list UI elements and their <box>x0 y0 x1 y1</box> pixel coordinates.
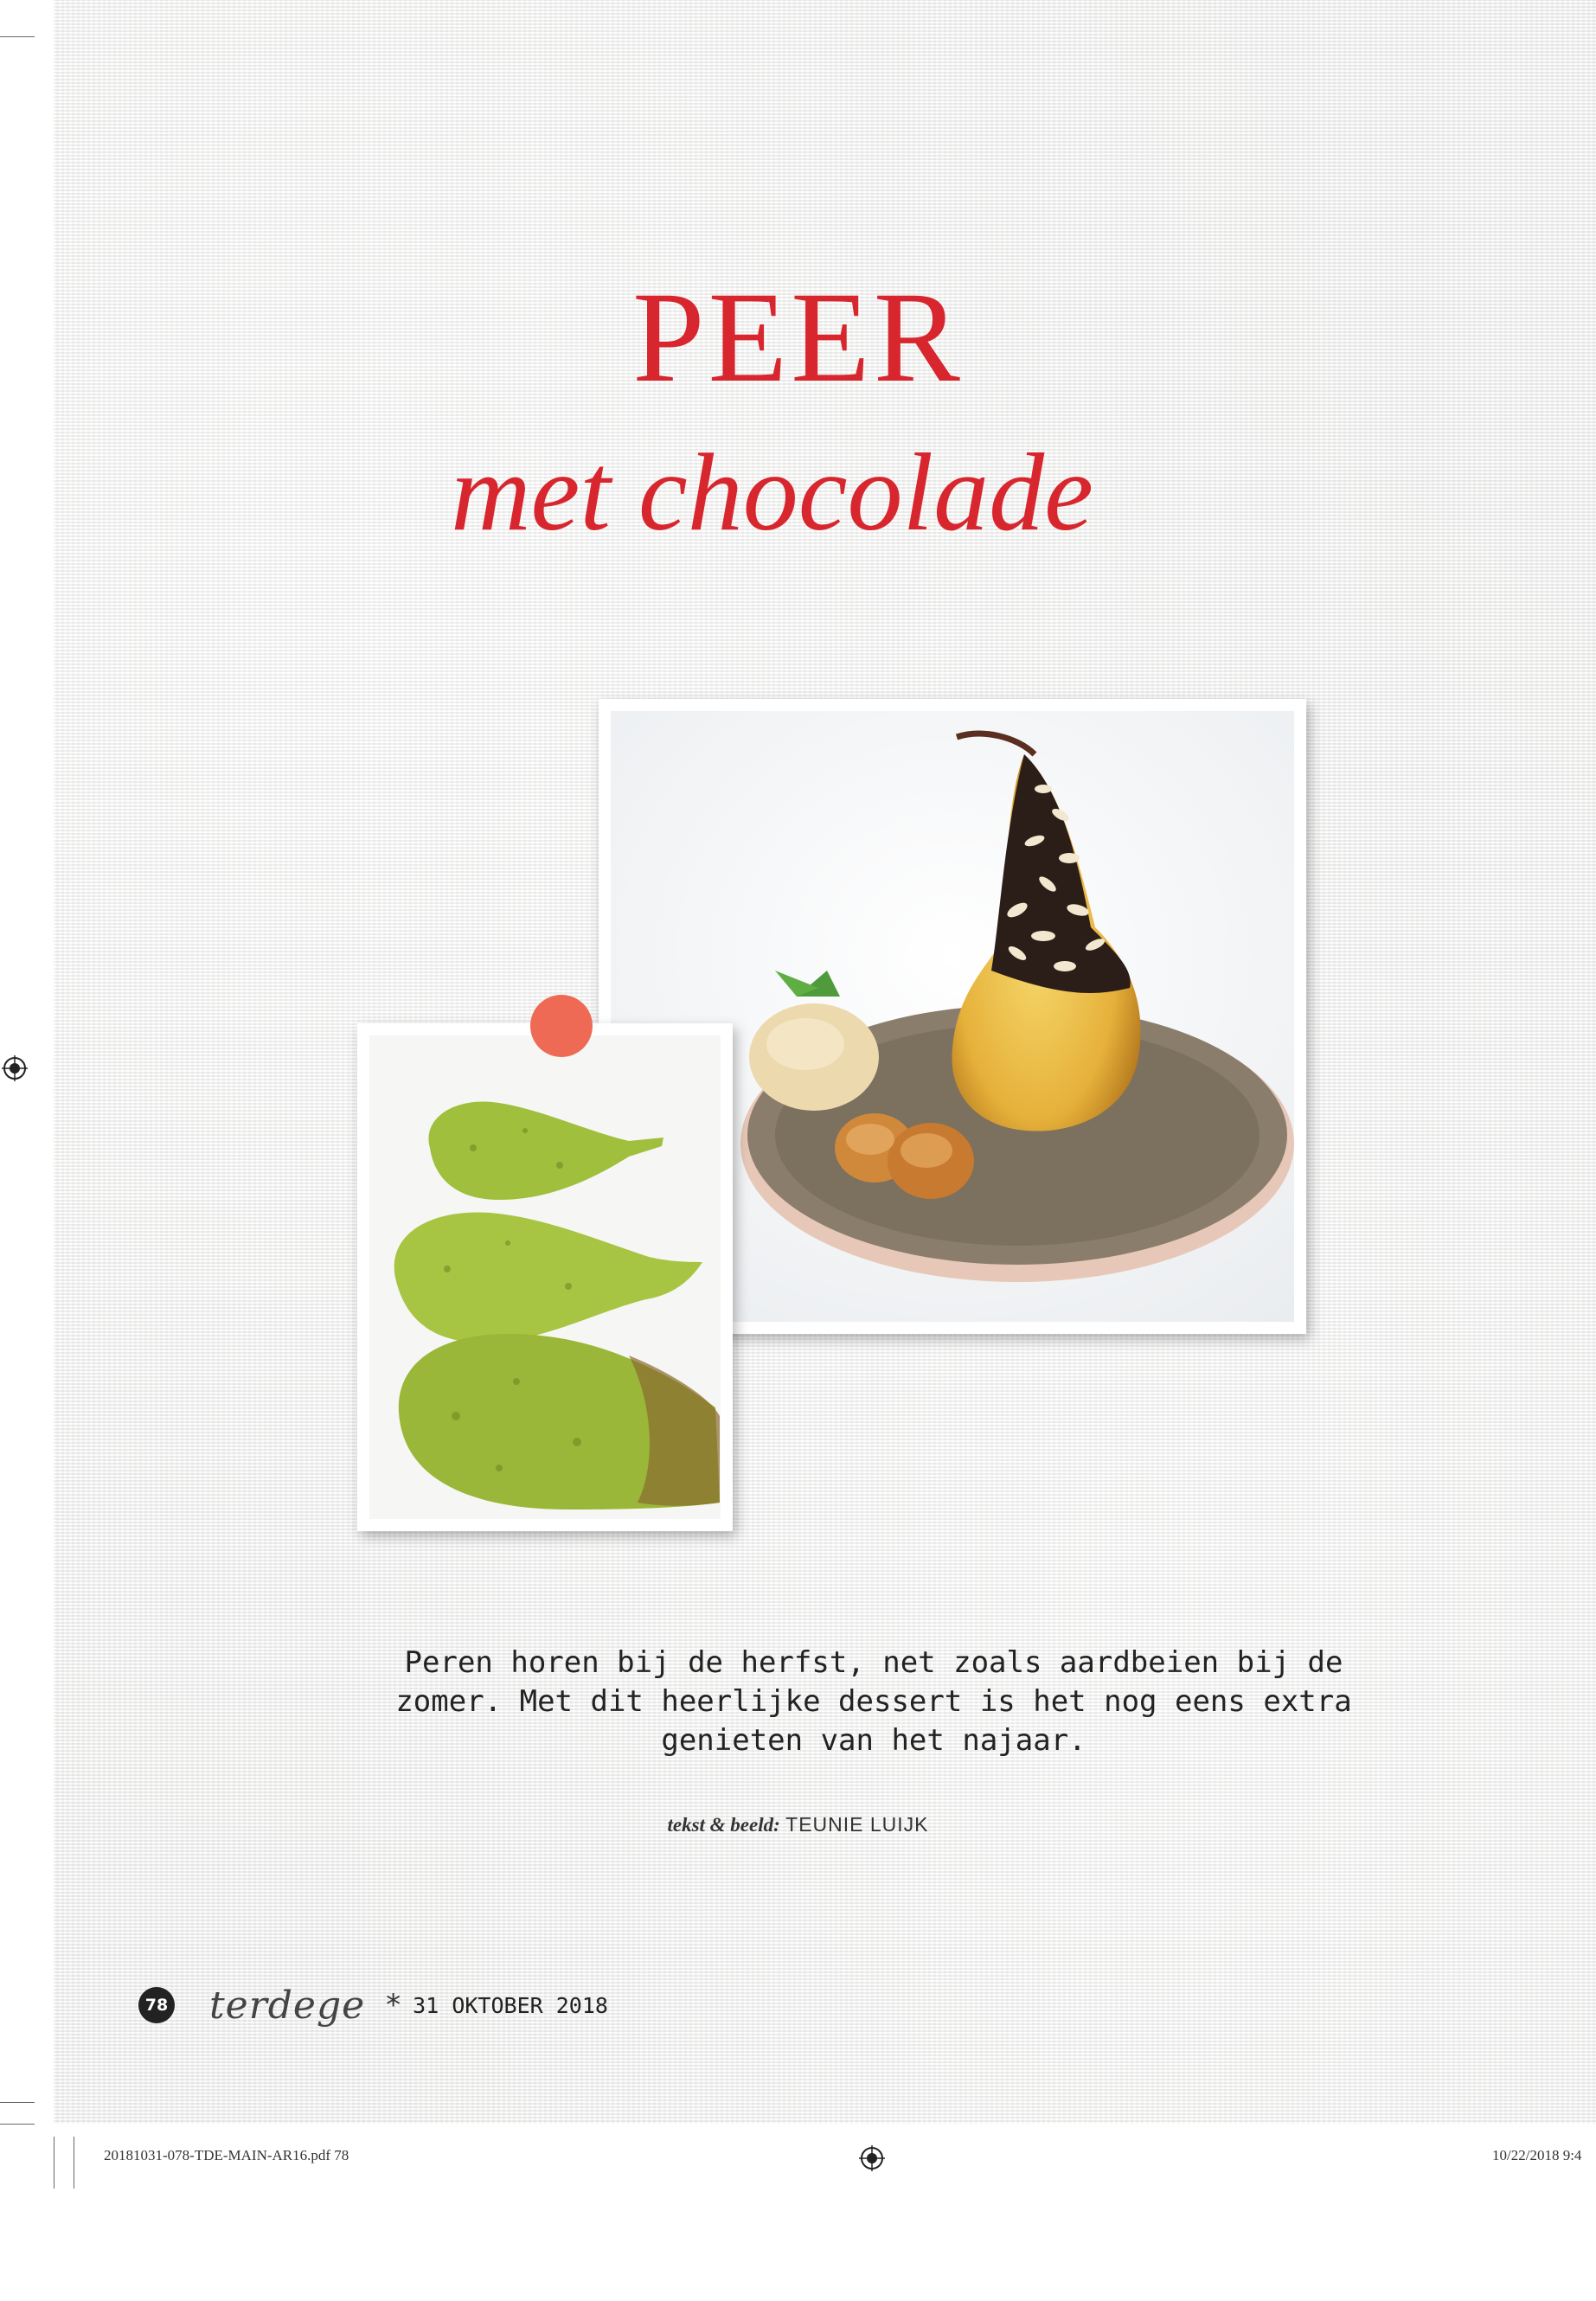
article-intro: Peren horen bij de herfst, net zoals aardbeien bij de zomer. Met dit heerlijke dessert is het nog eens extra genieten van het najaar. <box>395 1645 1352 1758</box>
crop-mark-left-top <box>0 36 35 37</box>
magazine-brand: terdege <box>209 1983 366 2028</box>
page-footer <box>138 1983 608 2028</box>
page-number: 78 <box>138 1987 175 2023</box>
crop-mark-left-bottom <box>0 2102 35 2103</box>
crop-mark-left-bottom-2 <box>0 2124 35 2125</box>
registration-mark-icon <box>859 2145 885 2171</box>
article-subtitle: met chocolade <box>451 431 1093 554</box>
pin-dot <box>530 995 593 1057</box>
print-timestamp: 10/22/2018 9:4 <box>1492 2147 1582 2163</box>
registration-mark-icon <box>2 1055 28 1081</box>
separator-star: * <box>386 1988 401 2022</box>
article-credit <box>0 1813 1596 1836</box>
pears-photo <box>357 1023 733 1531</box>
pears-illustration <box>369 1035 721 1519</box>
issue-date: 31 OKTOBER 2018 <box>413 1992 608 2018</box>
credit-label: tekst & beeld: <box>667 1814 780 1836</box>
credit-name: TEUNIE LUIJK <box>785 1813 929 1836</box>
article-title: PEER <box>632 266 964 409</box>
print-file-slug: 20181031-078-TDE-MAIN-AR16.pdf 78 <box>104 2147 349 2163</box>
